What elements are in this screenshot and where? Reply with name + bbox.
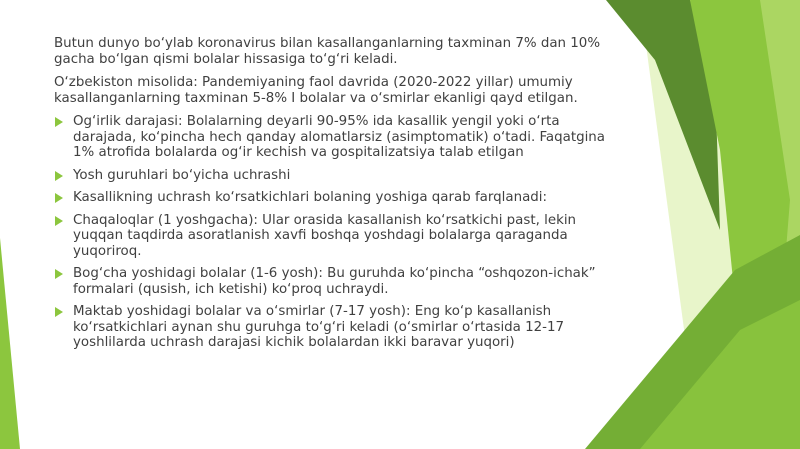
list-item: [54, 168, 614, 184]
list-item: [54, 213, 614, 260]
list-item: [54, 114, 614, 161]
slide-content: [54, 36, 614, 358]
triangle-bullet-icon: [55, 171, 63, 181]
list-item: [54, 190, 614, 206]
bullet-text-severity: Og‘irlik darajasi: Bolalarning deyarli 90-95% ida kasallik yengil yoki o‘rta darajada, ko‘pincha hech qanday alomatlarsiz (asimptomatik) o‘tadi. Faqatgina 1% atrofida bolalarda og‘ir kechish va gospitalizatsiya talab etilgan: [73, 114, 606, 160]
bullet-text-age-groups: Yosh guruhlari bo‘yicha uchrashi: [73, 167, 291, 183]
list-item: [54, 266, 614, 297]
triangle-bullet-icon: [55, 269, 63, 279]
bullet-text-infants: Chaqaloqlar (1 yoshgacha): Ular orasida kasallanish ko‘rsatkichi past, lekin yuqqan taqdirda asoratlanish xavfi boshqa yoshdagi bolalarga qaraganda yuqoriroq.: [73, 212, 577, 259]
deco-shape-left-sliver: [0, 238, 20, 449]
intro-paragraph-global: Butun dunyo bo‘ylab koronavirus bilan kasallanganlarning taxminan 7% dan 10% gacha bo‘lgan qismi bolalar hissasiga to‘g‘ri keladi.: [54, 36, 601, 67]
bullet-text-school-age: Maktab yoshidagi bolalar va o‘smirlar (7-17 yosh): Eng ko‘p kasallanish ko‘rsatkichlari aynan shu guruhga to‘g‘ri keladi (o‘smirlar o‘rtasida 12-17 yoshlilarda uchrash darajasi kichik bolalardan ikki baravar yuqori): [73, 304, 565, 350]
bullet-text-indicators: Kasallikning uchrash ko‘rsatkichlari bolaning yoshiga qarab farqlanadi:: [73, 190, 548, 205]
triangle-bullet-icon: [55, 193, 63, 203]
triangle-bullet-icon: [55, 216, 63, 226]
triangle-bullet-icon: [55, 307, 63, 317]
triangle-bullet-icon: [55, 117, 63, 127]
bullet-text-preschool: Bog‘cha yoshidagi bolalar (1-6 yosh): Bu guruhda ko‘pincha “oshqozon-ichak” formalari (qusish, ich ketishi) ko‘proq uchraydi.: [73, 266, 596, 297]
intro-paragraph-uzbekistan: O‘zbekiston misolida: Pandemiyaning faol davrida (2020-2022 yillar) umumiy kasallanganlarning taxminan 5-8% I bolalar va o‘smirlar ekanligi qayd etilgan.: [54, 75, 578, 106]
list-item: [54, 304, 614, 351]
bullet-list: [54, 114, 614, 351]
